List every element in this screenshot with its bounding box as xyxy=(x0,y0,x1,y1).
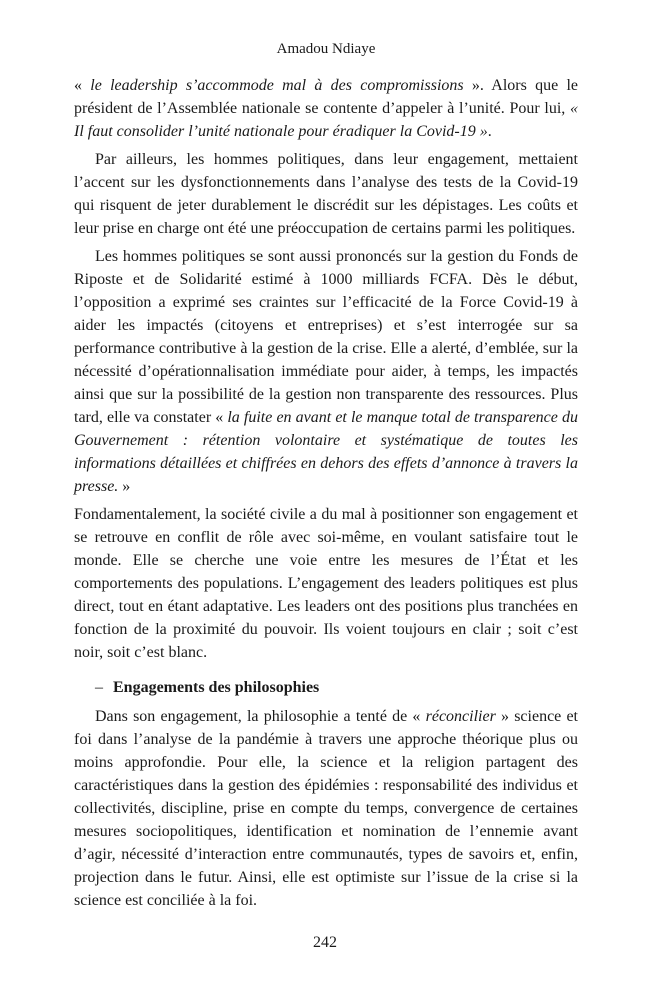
paragraph-text: Dans son engagement, la philosophie a tenté de « xyxy=(95,708,426,725)
book-page xyxy=(74,0,578,918)
page-number: 242 xyxy=(313,934,337,951)
paragraph-dysfonctionnements: Par ailleurs, les hommes politiques, dans leur engagement, mettaient l’accent sur les dysfonctionnements dans l’analyse des tests de la Covid-19 qui risquent de jeter durablement le discrédit sur les dépistages. Les coûts et leur prise en charge ont été une préoccupation de certains parmi les politiques. xyxy=(74,151,578,237)
paragraph-societe-civile: Fondamentalement, la société civile a du mal à positionner son engagement et se retrouve en conflit de rôle avec soi-même, en voulant satisfaire tout le monde. Elle se cherche une voie entre les mesures de l’État et les comportements des populations. L’engagement des leaders politiques est plus direct, tout en étant adaptative. Les leaders ont des positions plus tranchées en fonction de la proximité du pouvoir. Ils voient toujours en clair ; soit c’est noir, soit c’est blanc. xyxy=(74,506,578,661)
running-header-author: Amadou Ndiaye xyxy=(276,41,376,57)
quote-leadership: le leadership s’accommode mal à des compromissions xyxy=(90,77,464,94)
paragraph-text: Les hommes politiques se sont aussi prononcés sur la gestion du Fonds de Riposte et de Solidarité estimé à 1000 milliards FCFA. Dès le début, l’opposition a exprimé ses craintes sur l’efficacité de la Force Covid-19 à aider les impactés (citoyens et entreprises) et s’est interrogée sur sa performance contributive à la gestion de la crise. Elle a alerté, d’emblée, sur la nécessité d’opérationnalisation immédiate pour aider, à temps, les impactés ainsi que sur la possibilité de la gestion non transparente des ressources. Plus tard, elle va constater « xyxy=(74,248,578,426)
quote-unite-nationale: « Il faut consolider l’unité nationale pour éradiquer la Covid-19 » xyxy=(74,100,578,140)
paragraph-leadership-quotes xyxy=(74,74,578,143)
quote-close-mark: » xyxy=(118,478,131,495)
paragraph-text: Alors que le président de l’Assemblée nationale se contente d’appeler à l’unité. Pour lui, xyxy=(74,77,579,117)
heading-text: Engagements des philosophies xyxy=(113,679,320,696)
paragraph-philosophie xyxy=(74,705,578,912)
quote-reconcilier: réconcilier xyxy=(425,708,496,725)
section-heading-philosophies xyxy=(95,676,578,699)
paragraph-end: . xyxy=(487,123,492,140)
quote-open-mark: « xyxy=(74,77,91,94)
heading-dash: – xyxy=(95,679,103,696)
quote-close-mark: ». xyxy=(463,77,484,94)
paragraph-text: » science et foi dans l’analyse de la pandémie à travers une approche théorique plus ou moins approfondie. Pour elle, la science et la religion partagent des caractéristiques dans la gestion des épidémies : responsabilité des individus et collectivités, discipline, prise en compte du temps, convergence de certaines mesures sociopolitiques, identification et nomination de l’ennemie avant d’agir, nécessité d’interaction entre communautés, types de savoirs et, enfin, projection dans le futur. Ainsi, elle est optimiste sur l’issue de la crise si la science est conciliée à la foi. xyxy=(74,708,578,909)
paragraph-fonds-de-riposte xyxy=(74,245,578,498)
quote-transparence: la fuite en avant et le manque total de transparence du Gouvernement : rétention volontaire et systématique de toutes les informations détaillées et chiffrées en dehors des effets d’annonce à travers la presse. xyxy=(74,409,578,495)
